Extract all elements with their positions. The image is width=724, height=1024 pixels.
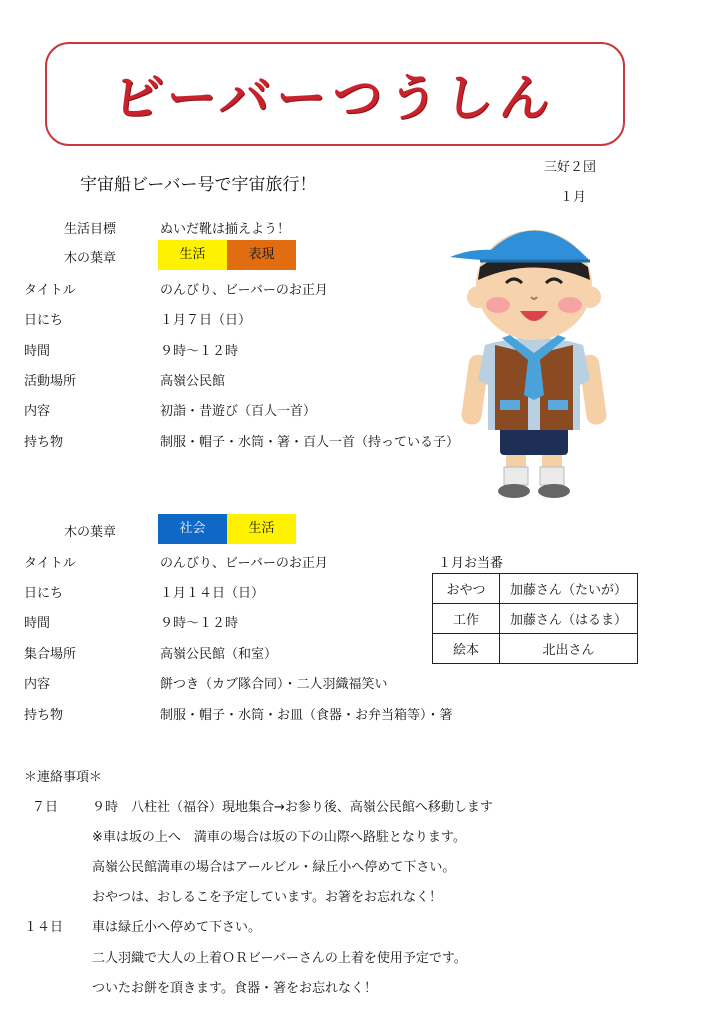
beaver-scout-illustration	[440, 205, 625, 500]
event2-place-value: 高嶺公民館（和室）	[160, 647, 278, 662]
event1-place-value: 高嶺公民館	[160, 374, 226, 389]
table-row	[433, 604, 638, 634]
vest-left	[495, 345, 528, 430]
duty-name: 加藤さん（たいが）	[500, 574, 638, 604]
event2-date-label: 日にち	[24, 586, 64, 601]
right-sock	[540, 467, 564, 485]
event2-time-value: ９時～１２時	[160, 616, 239, 631]
notes-header: ＊連絡事項＊	[24, 770, 103, 785]
duty-role: おやつ	[433, 574, 500, 604]
vest-pocket-right	[548, 400, 568, 410]
issue-month: １月	[560, 190, 587, 205]
event1-items-value: 制服・帽子・水筒・箸・百人一首（持っている子）	[160, 435, 460, 450]
goal-value: ぬいだ靴は揃えよう！	[160, 222, 291, 237]
badge-seikatsu: 生活	[158, 240, 227, 270]
group-name: 三好２団	[544, 160, 597, 175]
event1-title-value: のんびり、ビーバーのお正月	[160, 283, 328, 298]
subtitle: 宇宙船ビーバー号で宇宙旅行！	[80, 175, 317, 195]
left-cheek	[486, 297, 510, 313]
duty-name: 北出さん	[500, 634, 638, 664]
note-text: 高嶺公民館満車の場合はアールビル・緑丘小へ停めて下さい。	[92, 860, 456, 875]
badge-seikatsu-2: 生活	[227, 514, 296, 544]
event2-place-label: 集合場所	[24, 647, 77, 662]
right-ear	[579, 286, 601, 308]
right-shoe	[538, 484, 570, 498]
event1-title-label: タイトル	[24, 283, 76, 298]
leaf-badge-label-2: 木の葉章	[64, 525, 117, 540]
left-sock	[504, 467, 528, 485]
event2-items-label: 持ち物	[24, 708, 64, 723]
event2-items-value: 制服・帽子・水筒・お皿（食器・お弁当箱等）・箸	[160, 708, 453, 723]
note-text: 車は緑丘小へ停めて下さい。	[92, 920, 262, 935]
event2-content-value: 餅つき（カブ隊合同）・二人羽織福笑い	[160, 677, 388, 692]
event1-time-value: ９時～１２時	[160, 344, 239, 359]
cap-visor	[450, 250, 510, 261]
event2-content-label: 内容	[24, 677, 51, 692]
duty-role: 工作	[433, 604, 500, 634]
event1-date-label: 日にち	[24, 313, 64, 328]
left-ear	[467, 286, 489, 308]
duty-name: 加藤さん（はるま）	[500, 604, 638, 634]
vest-pocket-left	[500, 400, 520, 410]
note-text: 二人羽織で大人の上着ＯＲビーバーさんの上着を使用予定です。	[92, 951, 467, 966]
note-day: ７日	[32, 800, 59, 815]
vest-right	[540, 345, 573, 430]
event1-time-label: 時間	[24, 344, 51, 359]
event2-time-label: 時間	[24, 616, 51, 631]
note-text: ９時 八柱社（福谷）現地集合→お参り後、高嶺公民館へ移動します	[92, 800, 493, 815]
left-shoe	[498, 484, 530, 498]
event2-title-label: タイトル	[24, 556, 76, 571]
duty-title: １月お当番	[438, 556, 504, 571]
duty-role: 絵本	[433, 634, 500, 664]
table-row	[433, 574, 638, 604]
duty-table	[432, 573, 638, 664]
leaf-badge-label: 木の葉章	[64, 251, 117, 266]
table-row	[433, 634, 638, 664]
newsletter-title: ビーバーつうしん	[109, 69, 560, 127]
title-banner	[45, 42, 625, 146]
note-text: おやつは、おしるこを予定しています。お箸をお忘れなく！	[92, 890, 442, 905]
event1-date-value: １月７日（日）	[160, 313, 252, 328]
event2-date-value: １月１４日（日）	[160, 586, 265, 601]
right-cheek	[558, 297, 582, 313]
note-day: １４日	[24, 920, 64, 935]
note-text: ついたお餅を頂きます。食器・箸をお忘れなく！	[92, 981, 377, 996]
badge-hyogen: 表現	[227, 240, 296, 270]
event2-title-value: のんびり、ビーバーのお正月	[160, 556, 328, 571]
event1-place-label: 活動場所	[24, 374, 77, 389]
badge-shakai: 社会	[158, 514, 227, 544]
goal-label: 生活目標	[64, 222, 117, 237]
event1-content-value: 初詣・昔遊び（百人一首）	[160, 404, 317, 419]
event1-content-label: 内容	[24, 404, 51, 419]
event1-items-label: 持ち物	[24, 435, 64, 450]
note-text: ※車は坂の上へ 満車の場合は坂の下の山際へ路駐となります。	[92, 830, 466, 845]
